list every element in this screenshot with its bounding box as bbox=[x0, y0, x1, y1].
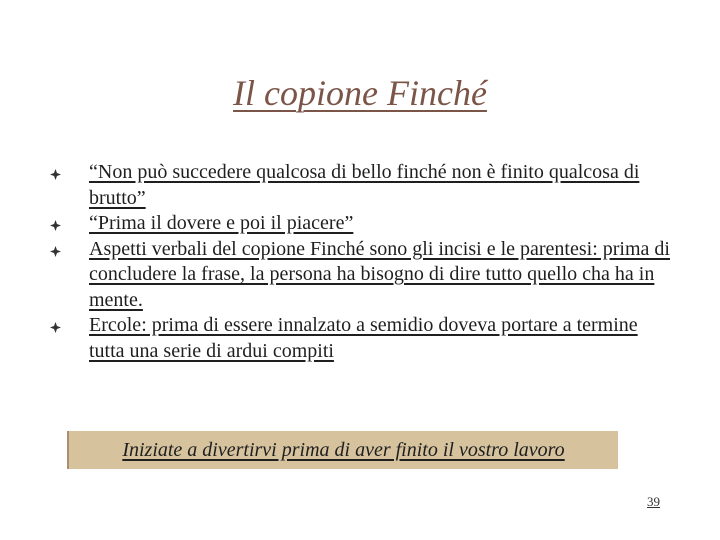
bullet-item bbox=[50, 211, 670, 237]
page-number: 39 bbox=[647, 494, 660, 509]
bullet-list bbox=[50, 160, 670, 364]
diamond-bullet-icon bbox=[50, 246, 61, 257]
slide-title: Il copione Finché bbox=[233, 73, 487, 113]
bullet-item bbox=[50, 313, 670, 364]
bullet-item bbox=[50, 160, 670, 211]
bullet-text: Ercole: prima di essere innalzato a semidio doveva portare a termine tutta una serie di ardui compiti bbox=[89, 314, 638, 362]
bullet-text: Aspetti verbali del copione Finché sono gli incisi e le parentesi: prima di concludere la frase, la persona ha bisogno di dire tutto quello cha ha in mente. bbox=[89, 237, 670, 311]
diamond-bullet-icon bbox=[50, 322, 61, 333]
diamond-bullet-icon bbox=[50, 220, 61, 231]
diamond-bullet-icon bbox=[50, 169, 61, 180]
callout-text: Iniziate a divertirvi prima di aver finito il vostro lavoro bbox=[122, 438, 565, 461]
bullet-text: “Prima il dovere e poi il piacere” bbox=[89, 212, 354, 234]
bullet-text: “Non può succedere qualcosa di bello finché non è finito qualcosa di brutto” bbox=[89, 161, 640, 209]
bullet-item bbox=[50, 237, 670, 314]
callout-box bbox=[67, 431, 618, 469]
